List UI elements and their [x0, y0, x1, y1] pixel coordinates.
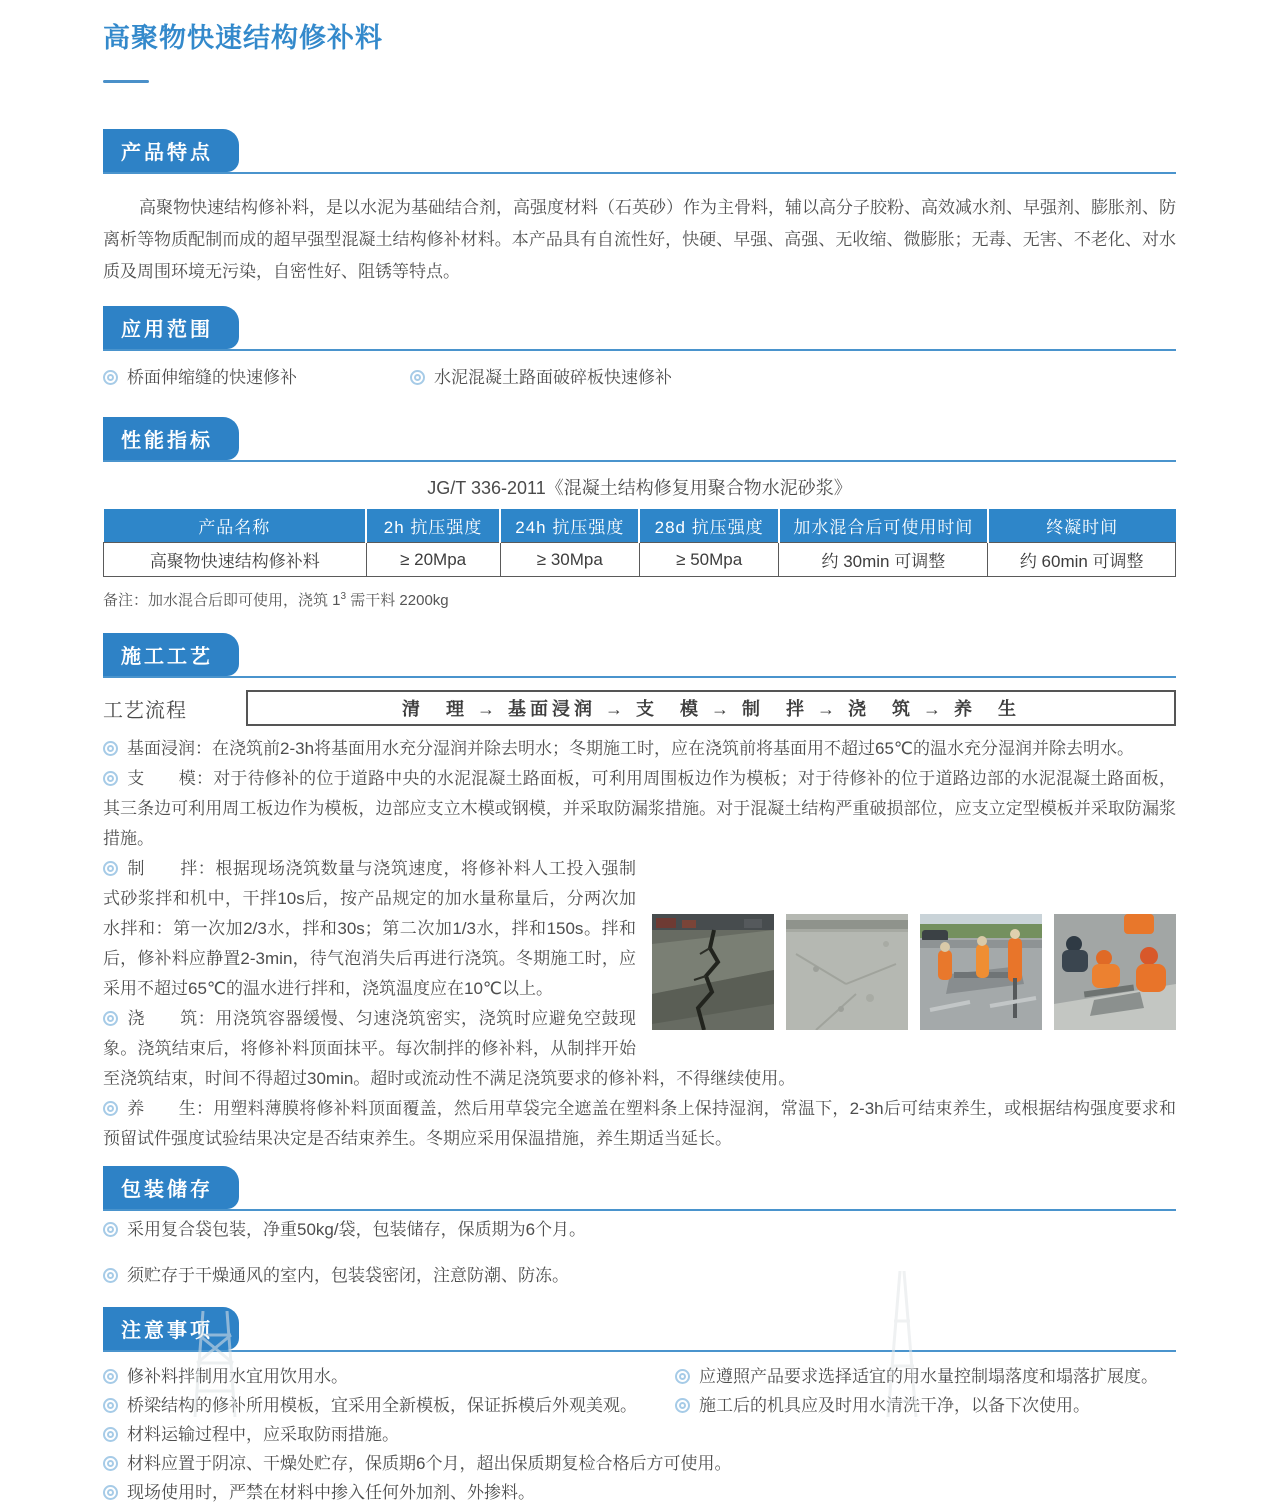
- repaired-concrete-photo: [786, 914, 908, 1030]
- ring-bullet-icon: [103, 1456, 118, 1471]
- step-text: 对于待修补的位于道路中央的水泥混凝土路面板，可利用周围板边作为模板；对于待修补的位于道路边部的水泥混凝土路面板，其三条边可利用周工板边作为模板，边部应支立木模或钢模，并采取防漏浆措施。对于混凝土结构严重破损部位，应支立定型模板并采取防漏浆措施。: [103, 769, 1177, 848]
- note-item: [103, 1478, 1176, 1507]
- table-header-cell: 28d 抗压强度: [639, 509, 778, 543]
- ring-bullet-icon: [103, 771, 118, 786]
- section-header-performance: [103, 417, 1176, 462]
- ring-bullet-icon: [410, 370, 425, 385]
- bridge-tower-watermark: [165, 1311, 275, 1417]
- note-item-text: 材料运输过程中，应采取防雨措施。: [127, 1425, 399, 1444]
- note-item: [103, 1420, 1176, 1449]
- process-step: [103, 1094, 1176, 1154]
- process-step: [103, 734, 1176, 764]
- title-underline: [103, 80, 149, 83]
- section-tab-performance: 性能指标: [103, 417, 239, 460]
- note-text: 需干料 2200kg: [346, 592, 449, 609]
- step-text: 用浇筑容器缓慢、匀速浇筑密实，浇筑时应避免空鼓现象。浇筑结束后，将修补料顶面抹平。每次制拌的修补料，从制拌开始至浇筑结束，时间不得超过30min。超时或流动性不满足浇筑要求的修补料，不得继续使用。: [103, 1009, 796, 1088]
- step-label: 制 拌：: [127, 859, 216, 878]
- packaging-item: [103, 1261, 1176, 1290]
- application-item-label: 桥面伸缩缝的快速修补: [127, 368, 297, 387]
- ring-bullet-icon: [103, 1398, 118, 1413]
- ring-bullet-icon: [103, 370, 118, 385]
- spire-watermark: [858, 1271, 948, 1417]
- application-item: [410, 363, 672, 393]
- performance-table: [103, 509, 1176, 577]
- table-cell: 约 30min 可调整: [779, 543, 988, 577]
- section-tab-packaging: 包装储存: [103, 1166, 239, 1209]
- table-cell: ≥ 50Mpa: [639, 543, 778, 577]
- table-header-cell: 加水混合后可使用时间: [779, 509, 988, 543]
- ring-bullet-icon: [103, 1485, 118, 1500]
- step-text: 在浇筑前2-3h将基面用水充分湿润并除去明水；冬期施工时，应在浇筑前将基面用不超过65℃的温水充分湿润并除去明水。: [212, 739, 1135, 758]
- step-label: 基面浸润：: [127, 739, 212, 758]
- ring-bullet-icon: [103, 1427, 118, 1442]
- packaging-item-text: 须贮存于干燥通风的室内，包装袋密闭，注意防潮、防冻。: [127, 1266, 569, 1285]
- standard-caption: JG/T 336-2011《混凝土结构修复用聚合物水泥砂浆》: [427, 478, 852, 498]
- page-title: 高聚物快速结构修补料: [103, 23, 383, 53]
- note-item-text: 桥梁结构的修补所用模板，宜采用全新模板，保证拆模后外观美观。: [127, 1396, 637, 1415]
- table-header-row: [104, 509, 1176, 543]
- application-item-label: 水泥混凝土路面破碎板快速修补: [434, 368, 672, 387]
- process-step: [103, 764, 1176, 854]
- workers-pouring-photo: [1054, 914, 1176, 1030]
- process-flow-row: [103, 690, 1176, 726]
- note-text: 备注：加水混合后即可使用，浇筑 1: [103, 592, 341, 609]
- step-text: 用塑料薄膜将修补料顶面覆盖，然后用草袋完全遮盖在塑料条上保持湿润，常温下，2-3h后可结束养生，或根据结构强度要求和预留试件强度试验结果决定是否结束养生。冬期应采用保温措施，养生期适当延长。: [103, 1099, 1176, 1148]
- table-header-cell: 产品名称: [104, 509, 367, 543]
- table-row: [104, 543, 1176, 577]
- table-header-cell: 2h 抗压强度: [366, 509, 500, 543]
- note-item-text: 现场使用时，严禁在材料中掺入任何外加剂、外掺料。: [127, 1483, 535, 1502]
- step-label: 养 生：: [127, 1099, 214, 1118]
- note-item-text: 施工后的机具应及时用水清洗干净，以备下次使用。: [699, 1396, 1090, 1415]
- table-note: [103, 587, 1176, 611]
- application-item: [103, 363, 410, 393]
- step-label: 浇 筑：: [127, 1009, 216, 1028]
- ring-bullet-icon: [675, 1369, 690, 1384]
- flow-diagram: 清 理 → 基面浸润 → 支 模 → 制 拌 → 浇 筑 → 养 生: [246, 690, 1176, 726]
- step-text: 根据现场浇筑数量与浇筑速度，将修补料人工投入强制式砂浆拌和机中，干拌10s后，按产品规定的加水量称量后，分两次加水拌和：第一次加2/3水，拌和30s；第二次加1/3水，拌和150s。拌和后，修补料应静置2-3min，待气泡消失后再进行浇筑。冬期施工时，应采用不超过65℃的温水进行拌和，浇筑温度应在10℃以上。: [103, 859, 637, 998]
- step-label: 支 模：: [127, 769, 214, 788]
- note-superscript: 3: [340, 591, 347, 602]
- note-item-text: 修补料拌制用水宜用饮用水。: [127, 1367, 348, 1386]
- section-header-packaging: [103, 1166, 1176, 1211]
- section-tab-features: 产品特点: [103, 129, 239, 172]
- construction-photo-strip: [652, 914, 1176, 1030]
- section-header-applications: [103, 306, 1176, 351]
- ring-bullet-icon: [103, 861, 118, 876]
- table-cell: ≥ 30Mpa: [500, 543, 639, 577]
- table-cell: 高聚物快速结构修补料: [104, 543, 367, 577]
- process-wrap-zone: [103, 854, 1176, 1094]
- road-joint-repair-photo: [920, 914, 1042, 1030]
- ring-bullet-icon: [103, 741, 118, 756]
- table-header-cell: 终凝时间: [988, 509, 1176, 543]
- ring-bullet-icon: [103, 1011, 118, 1026]
- ring-bullet-icon: [103, 1369, 118, 1384]
- note-item-text: 材料应置于阴凉、干燥处贮存，保质期6个月，超出保质期复检合格后方可使用。: [127, 1454, 732, 1473]
- section-tab-notes: 注意事项: [103, 1307, 239, 1350]
- table-cell: 约 60min 可调整: [988, 543, 1176, 577]
- table-cell: ≥ 20Mpa: [366, 543, 500, 577]
- document-content: [103, 16, 1176, 1507]
- features-paragraph: 高聚物快速结构修补料，是以水泥为基础结合剂，高强度材料（石英砂）作为主骨料，辅以高分子胶粉、高效减水剂、早强剂、膨胀剂、防离析等物质配制而成的超早强型混凝土结构修补材料。本产品具有自流性好，快硬、早强、高强、无收缩、微膨胀；无毒、无害、不老化、对水质及周围环境无污染，自密性好、阻锈等特点。: [103, 198, 1176, 281]
- note-item-text: 应遵照产品要求选择适宜的用水量控制塌落度和塌落扩展度。: [699, 1367, 1158, 1386]
- note-item: [103, 1449, 1176, 1478]
- ring-bullet-icon: [103, 1222, 118, 1237]
- applications-list: [103, 363, 1176, 393]
- ring-bullet-icon: [103, 1101, 118, 1116]
- packaging-item: [103, 1215, 1176, 1244]
- section-tab-applications: 应用范围: [103, 306, 239, 349]
- cracked-pavement-photo: [652, 914, 774, 1030]
- section-header-features: [103, 129, 1176, 174]
- ring-bullet-icon: [103, 1268, 118, 1283]
- flow-label: 工艺流程: [103, 699, 187, 722]
- section-tab-process: 施工工艺: [103, 633, 239, 676]
- table-header-cell: 24h 抗压强度: [500, 509, 639, 543]
- datasheet-page: [0, 16, 1279, 1502]
- section-header-process: [103, 633, 1176, 678]
- packaging-item-text: 采用复合袋包装，净重50kg/袋，包装储存，保质期为6个月。: [127, 1220, 587, 1239]
- ring-bullet-icon: [675, 1398, 690, 1413]
